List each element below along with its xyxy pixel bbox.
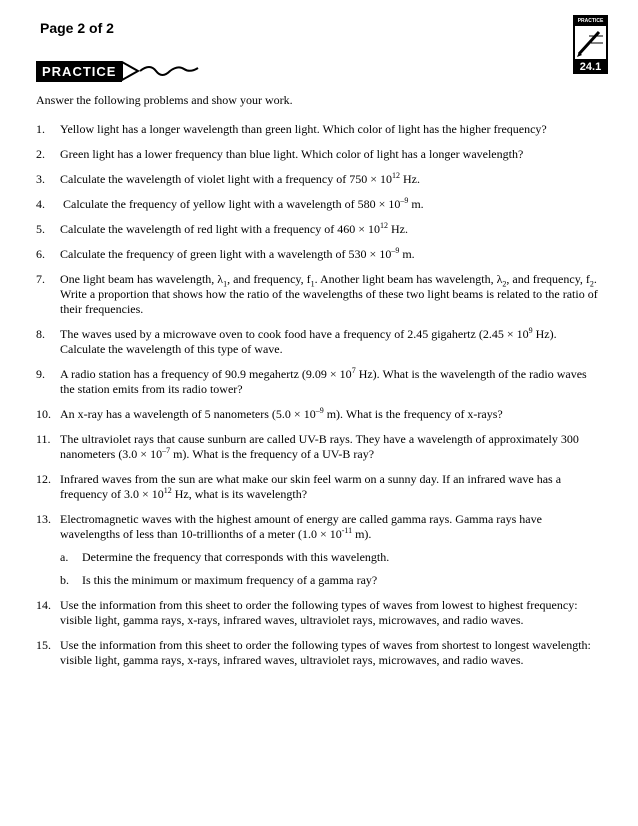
question-number: 5. — [36, 222, 45, 236]
question-text: Use the information from this sheet to order the following types of waves from shortest to longest wavelength: visible light, gamma rays, x-rays, infrared waves, ultraviolet rays, microwaves, and radio waves. — [60, 638, 591, 667]
page-label: Page 2 of 2 — [40, 20, 114, 36]
question-text: Green light has a lower frequency than blue light. Which color of light has a longer wavelength? — [60, 147, 524, 161]
pencil-icon — [575, 26, 606, 59]
question-number: 9. — [36, 367, 45, 381]
sub-question-text: Determine the frequency that corresponds with this wavelength. — [82, 550, 390, 564]
question-number: 13. — [36, 512, 51, 526]
question-item — [36, 472, 602, 502]
question-number: 2. — [36, 147, 45, 161]
practice-banner — [36, 59, 202, 83]
question-number: 10. — [36, 407, 51, 421]
question-number: 14. — [36, 598, 51, 612]
arrow-squiggle-icon — [122, 59, 202, 83]
question-text: The waves used by a microwave oven to cook food have a frequency of 2.45 gigahertz ($2.45 \times 10^9$ Hz). Calculate the wavelength of this type of wave. — [60, 326, 557, 356]
question-text: Infrared waves from the sun are what make our skin feel warm on a sunny day. If an infrared wave has a frequency of $3.0 \times 10^{12}$ Hz, what is its wavelength? — [60, 472, 562, 501]
instructions: Answer the following problems and show your work. — [36, 93, 293, 107]
sub-question-letter: b. — [60, 573, 69, 587]
question-item — [36, 407, 602, 422]
badge-head: PRACTICE — [575, 17, 606, 26]
question-text: Yellow light has a longer wavelength than green light. Which color of light has the higher frequency? — [60, 122, 547, 136]
question-item — [36, 432, 602, 462]
question-list — [36, 122, 602, 668]
question-item — [36, 222, 602, 237]
sub-question — [60, 573, 602, 588]
question-text: Calculate the frequency of green light with a wavelength of $530 \times 10^{-9}$ m. — [60, 246, 415, 261]
question-item — [36, 172, 602, 187]
question-text: The ultraviolet rays that cause sunburn are called UV-B rays. They have a wavelength of approximately 300 nanometers ($3.0 \times 10^{-7}$ m). What is the frequency of a UV-B ray? — [60, 432, 579, 461]
question-item — [36, 272, 602, 317]
question-item — [36, 122, 602, 137]
question-number: 8. — [36, 327, 45, 341]
section-number: 24.1 — [573, 61, 608, 74]
question-item — [36, 197, 602, 212]
sub-question — [60, 550, 602, 565]
question-number: 6. — [36, 247, 45, 261]
question-item — [36, 598, 602, 628]
question-text: Calculate the wavelength of violet light with a frequency of $750 \times 10^{12}$ Hz. — [60, 171, 421, 186]
question-number: 15. — [36, 638, 51, 652]
question-item — [36, 638, 602, 668]
question-item — [36, 327, 602, 357]
question-number: 3. — [36, 172, 45, 186]
question-number: 7. — [36, 272, 45, 286]
question-item — [36, 512, 602, 588]
banner-label: PRACTICE — [36, 61, 122, 82]
question-item — [36, 147, 602, 162]
sub-question-letter: a. — [60, 550, 69, 564]
question-text: Calculate the frequency of yellow light with a wavelength of $580 \times 10^{-9}$ m. — [60, 196, 424, 211]
question-text: An x-ray has a wavelength of 5 nanometers ($5.0 \times 10^{-9}$ m). What is the frequency of x-rays? — [60, 406, 503, 421]
question-text: One light beam has wavelength, $\lambda_1$, and frequency, $f_1$. Another light beam has wavelength, $\lambda_2$, and frequency, $f_2$. Write a proportion that shows how the ratio of the wavelengths of these two light beams is related to the ratio of their frequencies. — [60, 272, 598, 316]
practice-badge — [573, 15, 608, 74]
question-text: A radio station has a frequency of 90.9 megahertz ($9.09 \times 10^7$ Hz). What is the wavelength of the radio waves the station emits from its radio tower? — [60, 366, 587, 396]
question-text: Use the information from this sheet to order the following types of waves from lowest to highest frequency: visible light, gamma rays, x-rays, infrared waves, ultraviolet rays, microwaves, and radio waves. — [60, 598, 578, 627]
question-text: Calculate the wavelength of red light with a frequency of $460 \times 10^{12}$ Hz. — [60, 221, 408, 236]
question-item — [36, 247, 602, 262]
question-item — [36, 367, 602, 397]
question-number: 4. — [36, 197, 45, 211]
question-number: 12. — [36, 472, 51, 486]
question-number: 11. — [36, 432, 51, 446]
worksheet-content — [36, 93, 602, 678]
practice-badge-icon — [573, 15, 608, 61]
sub-question-text: Is this the minimum or maximum frequency of a gamma ray? — [82, 573, 378, 587]
question-text: Electromagnetic waves with the highest amount of energy are called gamma rays. Gamma rays have wavelengths of less than 10-trillionths of a meter ($1.0 \times 10^{-11}$ m). a. Determine the frequency that corresponds with this wavelength. b. Is this the minimum or maximum frequency of a gamma ray? — [60, 512, 602, 588]
question-number: 1. — [36, 122, 45, 136]
